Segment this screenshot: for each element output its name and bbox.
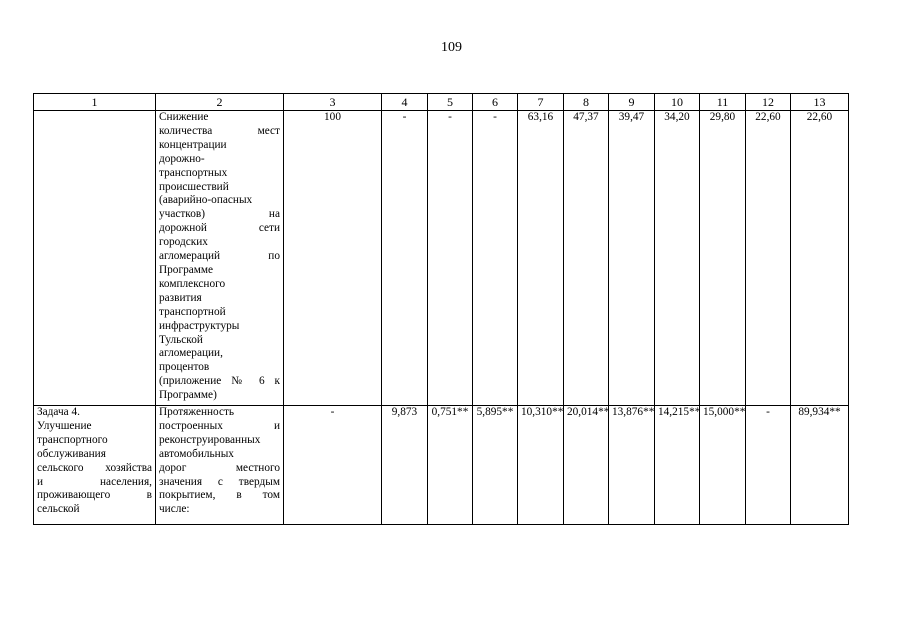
value-cell: 5,895** — [473, 406, 518, 525]
task-line: транспортного — [37, 433, 108, 446]
indicator-line: концентрации — [159, 138, 227, 151]
indicator-line: реконструированных — [159, 433, 261, 446]
column-header: 5 — [428, 94, 473, 111]
column-header: 8 — [564, 94, 609, 111]
column-header: 13 — [791, 94, 849, 111]
column-header: 12 — [746, 94, 791, 111]
column-header: 1 — [34, 94, 156, 111]
column-header: 3 — [284, 94, 382, 111]
indicator-line: процентов — [159, 361, 210, 374]
value-cell: 22,60 — [791, 111, 849, 406]
value-cell: 29,80 — [700, 111, 746, 406]
indicator-line: происшествий — [159, 180, 229, 193]
value-cell: 47,37 — [564, 111, 609, 406]
indicator-line: участков) на — [159, 208, 280, 221]
indicator-cell — [156, 111, 284, 406]
value-cell: - — [428, 111, 473, 406]
value-cell: - — [746, 406, 791, 525]
task-cell — [34, 111, 156, 406]
column-header: 6 — [473, 94, 518, 111]
indicators-table — [33, 93, 849, 525]
indicator-line: инфраструктуры — [159, 319, 240, 332]
table-header-row — [34, 94, 849, 111]
indicator-line: Тульской — [159, 333, 203, 346]
value-cell: 15,000** — [700, 406, 746, 525]
column-header: 10 — [655, 94, 700, 111]
value-cell: 10,310** — [518, 406, 564, 525]
column-header: 7 — [518, 94, 564, 111]
column-header: 2 — [156, 94, 284, 111]
table-row — [34, 111, 849, 406]
indicator-line: агломераций по — [159, 250, 280, 263]
value-cell: 89,934** — [791, 406, 849, 525]
indicator-line: Программе) — [159, 389, 217, 402]
indicator-line: Снижение — [159, 111, 209, 123]
indicator-line: (приложение № 6 к — [159, 375, 280, 388]
value-cell: 9,873 — [382, 406, 428, 525]
task-line: проживающего в — [37, 489, 152, 502]
value-cell: 14,215** — [655, 406, 700, 525]
indicator-line: комплексного — [159, 277, 226, 290]
indicator-line: дорожной сети — [159, 222, 280, 235]
column-header: 9 — [609, 94, 655, 111]
task-line: обслуживания — [37, 447, 106, 460]
value-cell: 0,751** — [428, 406, 473, 525]
indicator-line: значения с твердым — [159, 475, 280, 488]
page-number: 109 — [441, 40, 462, 55]
indicator-line: развития — [159, 291, 202, 304]
indicator-line: Программе — [159, 263, 214, 276]
indicator-line: дорожно- — [159, 152, 205, 165]
value-cell: 22,60 — [746, 111, 791, 406]
indicator-line: дорог местного — [159, 461, 280, 474]
value-cell: 63,16 — [518, 111, 564, 406]
indicator-line: количества мест — [159, 124, 280, 137]
indicator-line: покрытием, в том — [159, 489, 280, 502]
task-line: Задача 4. — [37, 406, 80, 418]
indicator-line: транспортной — [159, 305, 226, 318]
value-cell: 34,20 — [655, 111, 700, 406]
value-cell: 13,876** — [609, 406, 655, 525]
indicator-line: (аварийно-опасных — [159, 194, 253, 207]
indicator-line: построенных и — [159, 419, 280, 432]
indicator-line: числе: — [159, 503, 190, 516]
task-line: Улучшение — [37, 419, 92, 432]
indicator-cell — [156, 406, 284, 525]
value-cell: - — [473, 111, 518, 406]
value-cell: 39,47 — [609, 111, 655, 406]
task-cell — [34, 406, 156, 525]
value-cell: - — [382, 111, 428, 406]
indicator-line: Протяженность — [159, 406, 235, 418]
value-cell: 20,014** — [564, 406, 609, 525]
column-header: 4 — [382, 94, 428, 111]
value-cell: 100 — [284, 111, 382, 406]
indicator-line: городских — [159, 236, 208, 249]
indicator-line: транспортных — [159, 166, 228, 179]
task-line: сельского хозяйства — [37, 461, 152, 474]
indicator-line: автомобильных — [159, 447, 234, 460]
table-row — [34, 406, 849, 525]
task-line: сельской — [37, 503, 80, 516]
value-cell: - — [284, 406, 382, 525]
indicator-line: агломерации, — [159, 347, 223, 360]
task-line: и населения, — [37, 475, 152, 488]
column-header: 11 — [700, 94, 746, 111]
